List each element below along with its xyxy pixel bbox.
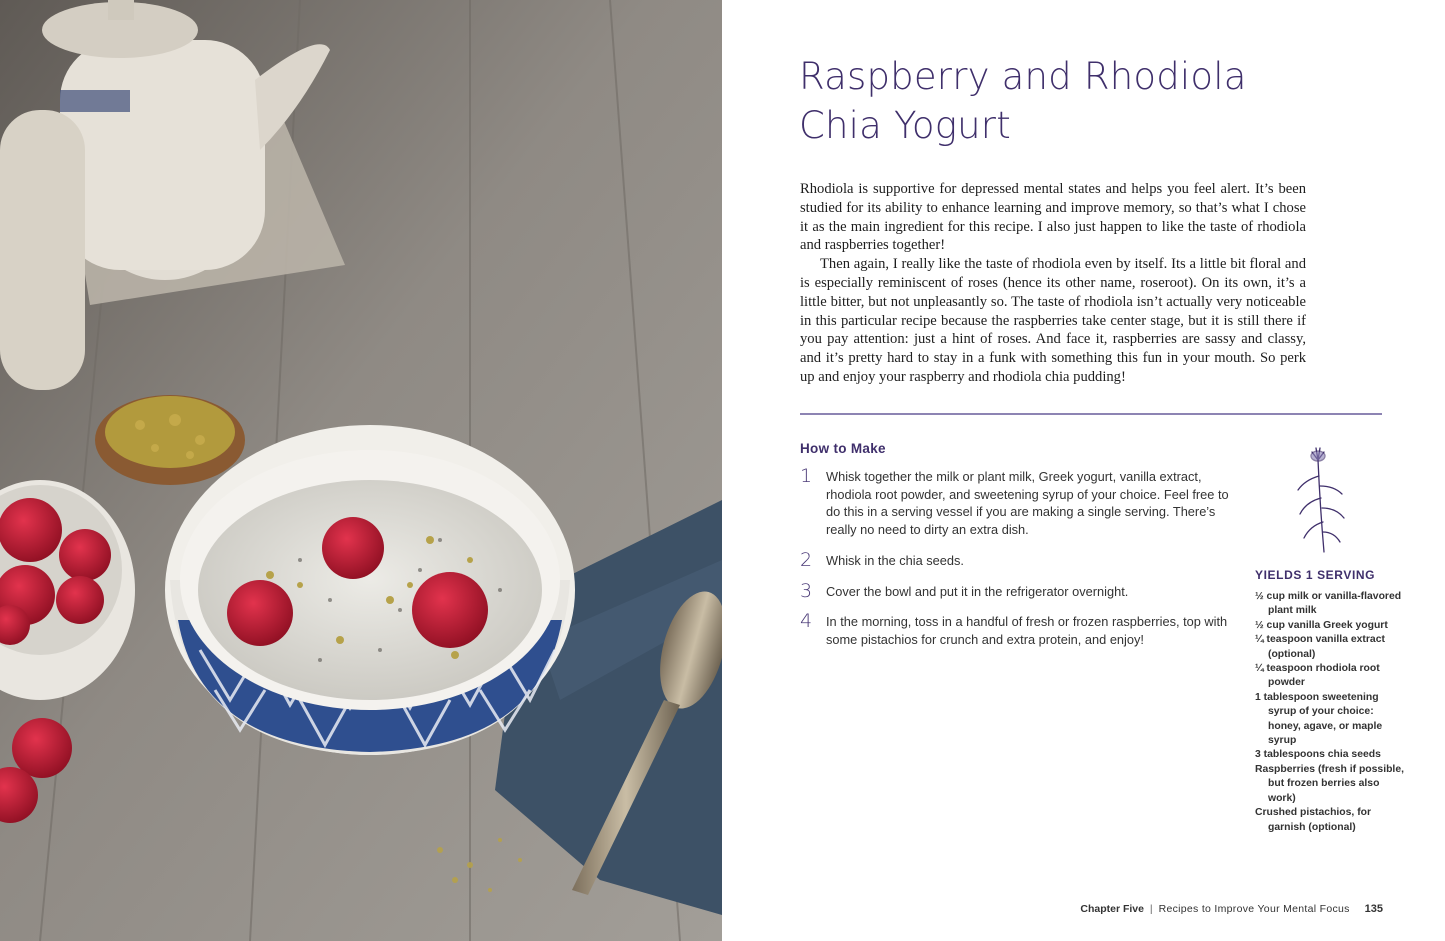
how-to-make-heading: How to Make	[800, 441, 886, 456]
recipe-title-line-1: Raspberry and Rhodiola	[799, 55, 1247, 98]
recipe-photo	[0, 0, 722, 941]
section-divider	[800, 413, 1382, 415]
footer-section-title: Recipes to Improve Your Mental Focus	[1158, 903, 1350, 915]
page-number: 135	[1364, 903, 1383, 915]
ingredient-item: Raspberries (fresh if possible, but frozen berries also work)	[1255, 763, 1404, 804]
ingredient-item: ¼ teaspoon rhodiola root powder	[1255, 663, 1380, 689]
rhodiola-sprig-icon	[1290, 446, 1350, 556]
step-number: 1	[800, 465, 813, 487]
ingredient-item: ½ cup milk or vanilla-flavored plant milk	[1255, 591, 1402, 617]
ingredient-list	[1255, 590, 1405, 835]
intro-paragraph: Then again, I really like the taste of rhodiola even by itself. Its a little bit floral and is especially reminiscent of roses (hence its other name, roseroot). On its own, it’s a little bitter, but not unpleasantly so. The taste of rhodiola isn’t actually very noticeable in this particular recipe because the raspberries take center stage, but it is still there if you pay attention: just a hint of roses. And face it, raspberries are sassy and classy, and it’s pretty hard to stay in a funk with something this fun in your mouth. So perk up and enjoy your raspberry and rhodiola chia pudding!	[800, 256, 1306, 385]
recipe-intro	[800, 180, 1306, 387]
ingredient-item: ½ cup vanilla Greek yogurt	[1255, 619, 1388, 631]
ingredient-item: Crushed pistachios, for garnish (optional)	[1255, 807, 1372, 833]
recipe-title-line-2: Chia Yogurt	[799, 104, 1011, 147]
ingredient-item: ¼ teaspoon vanilla extract (optional)	[1255, 634, 1385, 660]
intro-paragraph: Rhodiola is supportive for depressed mental states and helps you feel alert. It’s been studied for its ability to enhance learning and improve memory, so that’s what I chose it as the main ingredient for this recipe. I also just happen to like the taste of rhodiola and raspberries together!	[800, 181, 1306, 254]
page-footer	[1080, 903, 1383, 915]
recipe-page	[722, 0, 1445, 941]
step-number: 3	[800, 580, 813, 602]
step-text: In the morning, toss in a handful of fresh or frozen raspberries, top with some pistachios for crunch and extra protein, and enjoy!	[826, 614, 1228, 647]
photo-illustration	[0, 0, 722, 941]
step-text: Whisk in the chia seeds.	[826, 553, 964, 568]
ingredient-item: 1 tablespoon sweetening syrup of your choice: honey, agave, or maple syrup	[1255, 691, 1383, 747]
step-number: 2	[800, 549, 813, 571]
footer-chapter: Chapter Five	[1080, 903, 1144, 915]
step-number: 4	[800, 610, 813, 632]
footer-separator: |	[1149, 903, 1153, 915]
yields-label: YIELDS 1 SERVING	[1255, 568, 1376, 582]
recipe-title	[799, 52, 1359, 150]
ingredient-item: 3 tablespoons chia seeds	[1255, 749, 1381, 761]
step-text: Cover the bowl and put it in the refrigerator overnight.	[826, 584, 1129, 599]
step-text: Whisk together the milk or plant milk, Greek yogurt, vanilla extract, rhodiola root powder, and sweetening syrup of your choice. Feel free to do this in a serving vessel if you are making a single serving. There’s really no need to dirty an extra dish.	[826, 469, 1229, 537]
